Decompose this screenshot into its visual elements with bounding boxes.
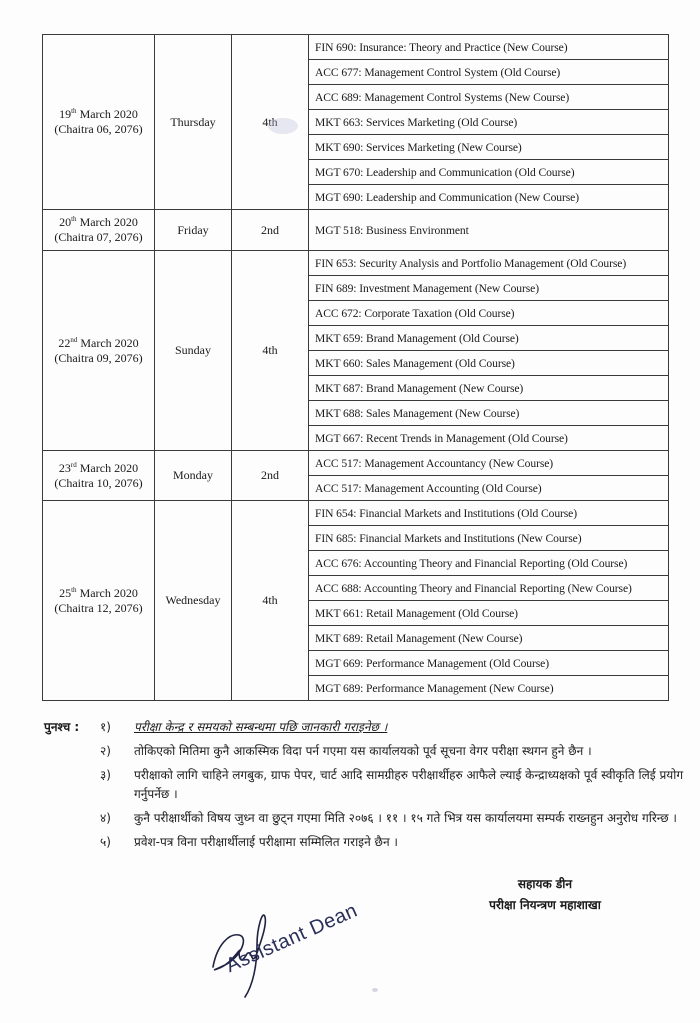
note-item — [44, 742, 684, 761]
exam-schedule-table — [42, 34, 669, 701]
note-text: परीक्षाको लागि चाहिने लगबुक, ग्राफ पेपर, चार्ट आदि सामग्रीहरु परीक्षार्थीहरु आफैले ल्याई केन्द्राध्यक्षको पूर्व स्वीकृति लिई प्रयोग गर्नुपर्नेछ । — [134, 768, 684, 801]
semester-cell: 4th — [232, 501, 309, 701]
note-number: १) — [100, 720, 111, 734]
note-item — [44, 766, 684, 804]
exam-date-cell — [43, 251, 155, 451]
nepali-date: (Chaitra 10, 2076) — [54, 475, 143, 490]
course-cell: FIN 685: Financial Markets and Institutions (New Course) — [309, 526, 669, 551]
course-cell: MGT 690: Leadership and Communication (New Course) — [309, 185, 669, 210]
note-number: ४) — [100, 811, 111, 825]
signatory-title: सहायक डीन — [517, 877, 573, 891]
table-row — [43, 35, 669, 60]
table-row — [43, 251, 669, 276]
note-item — [44, 718, 684, 737]
postscript-label: पुनश्च : — [44, 720, 80, 734]
signatory-office: परीक्षा नियन्त्रण महाशाखा — [489, 898, 601, 912]
course-cell: MKT 663: Services Marketing (Old Course) — [309, 110, 669, 135]
course-cell: FIN 654: Financial Markets and Institutions (Old Course) — [309, 501, 669, 526]
note-number: ३) — [100, 768, 111, 782]
course-cell: ACC 672: Corporate Taxation (Old Course) — [309, 301, 669, 326]
semester-cell: 4th — [232, 251, 309, 451]
course-cell: MKT 688: Sales Management (New Course) — [309, 401, 669, 426]
course-cell: MKT 661: Retail Management (Old Course) — [309, 601, 669, 626]
signatory-block — [470, 874, 620, 916]
nepali-date: (Chaitra 12, 2076) — [54, 600, 143, 615]
note-text: तोकिएको मितिमा कुनै आकस्मिक विदा पर्न गएमा यस कार्यालयको पूर्व सूचना वेगर परीक्षा स्थगन हुने छैन । — [134, 744, 592, 758]
assistant-dean-stamp: Assistant Dean — [222, 899, 361, 978]
note-text: प्रवेश-पत्र विना परीक्षार्थीलाई परीक्षामा सम्मिलित गराइने छैन । — [134, 835, 398, 849]
course-cell: ACC 517: Management Accounting (Old Course) — [309, 476, 669, 501]
english-date: 23rd March 2020 — [58, 460, 139, 475]
weekday-cell: Sunday — [155, 251, 232, 451]
semester-cell: 2nd — [232, 451, 309, 501]
note-item — [44, 833, 684, 852]
course-cell: MKT 690: Services Marketing (New Course) — [309, 135, 669, 160]
course-cell: MKT 687: Brand Management (New Course) — [309, 376, 669, 401]
course-cell: MKT 660: Sales Management (Old Course) — [309, 351, 669, 376]
course-cell: MGT 518: Business Environment — [309, 210, 669, 251]
english-date: 19th March 2020 — [59, 107, 138, 121]
nepali-date: (Chaitra 07, 2076) — [54, 230, 143, 244]
course-cell: ACC 676: Accounting Theory and Financial Reporting (Old Course) — [309, 551, 669, 576]
table-row — [43, 210, 669, 251]
course-cell: ACC 688: Accounting Theory and Financial Reporting (New Course) — [309, 576, 669, 601]
table-row — [43, 451, 669, 476]
semester-cell: 2nd — [232, 210, 309, 251]
course-cell: FIN 653: Security Analysis and Portfolio Management (Old Course) — [309, 251, 669, 276]
note-number: ५) — [100, 835, 111, 849]
course-cell: FIN 689: Investment Management (New Course) — [309, 276, 669, 301]
english-date: 20th March 2020 — [59, 215, 138, 229]
weekday-cell: Friday — [155, 210, 232, 251]
semester-cell: 4th — [232, 35, 309, 210]
course-cell: FIN 690: Insurance: Theory and Practice (New Course) — [309, 35, 669, 60]
note-text: परीक्षा केन्द्र र समयको सम्बन्धमा पछि जानकारी गराइनेछ । — [134, 720, 388, 734]
english-date: 25th March 2020 — [59, 585, 138, 600]
table-row — [43, 501, 669, 526]
scan-speckle — [268, 118, 298, 134]
course-cell: MGT 670: Leadership and Communication (Old Course) — [309, 160, 669, 185]
course-cell: MKT 689: Retail Management (New Course) — [309, 626, 669, 651]
course-cell: ACC 517: Management Accountancy (New Course) — [309, 451, 669, 476]
course-cell: MGT 689: Performance Management (New Course) — [309, 676, 669, 701]
exam-date-cell — [43, 451, 155, 501]
schedule-body — [43, 35, 669, 701]
course-cell: MGT 667: Recent Trends in Management (Old Course) — [309, 426, 669, 451]
weekday-cell: Thursday — [155, 35, 232, 210]
exam-date-cell — [43, 210, 155, 251]
note-item — [44, 809, 684, 828]
exam-date-cell — [43, 35, 155, 210]
course-cell: ACC 677: Management Control System (Old Course) — [309, 60, 669, 85]
nepali-date: (Chaitra 09, 2076) — [54, 350, 143, 365]
course-cell: MKT 659: Brand Management (Old Course) — [309, 326, 669, 351]
note-number: २) — [100, 744, 111, 758]
course-cell: ACC 689: Management Control Systems (New Course) — [309, 85, 669, 110]
weekday-cell: Wednesday — [155, 501, 232, 701]
postscript-notes — [44, 718, 684, 857]
english-date: 22nd March 2020 — [58, 335, 139, 350]
note-text: कुनै परीक्षार्थीको विषय जुध्न वा छुट्न गएमा मिति २०७६ । ११ । १५ गते भित्र यस कार्यालयमा सम्पर्क राख्नहुन अनुरोध गरिन्छ । — [134, 811, 677, 825]
nepali-date: (Chaitra 06, 2076) — [54, 122, 143, 136]
weekday-cell: Monday — [155, 451, 232, 501]
scan-speckle — [372, 988, 378, 992]
exam-date-cell — [43, 501, 155, 701]
course-cell: MGT 669: Performance Management (Old Course) — [309, 651, 669, 676]
